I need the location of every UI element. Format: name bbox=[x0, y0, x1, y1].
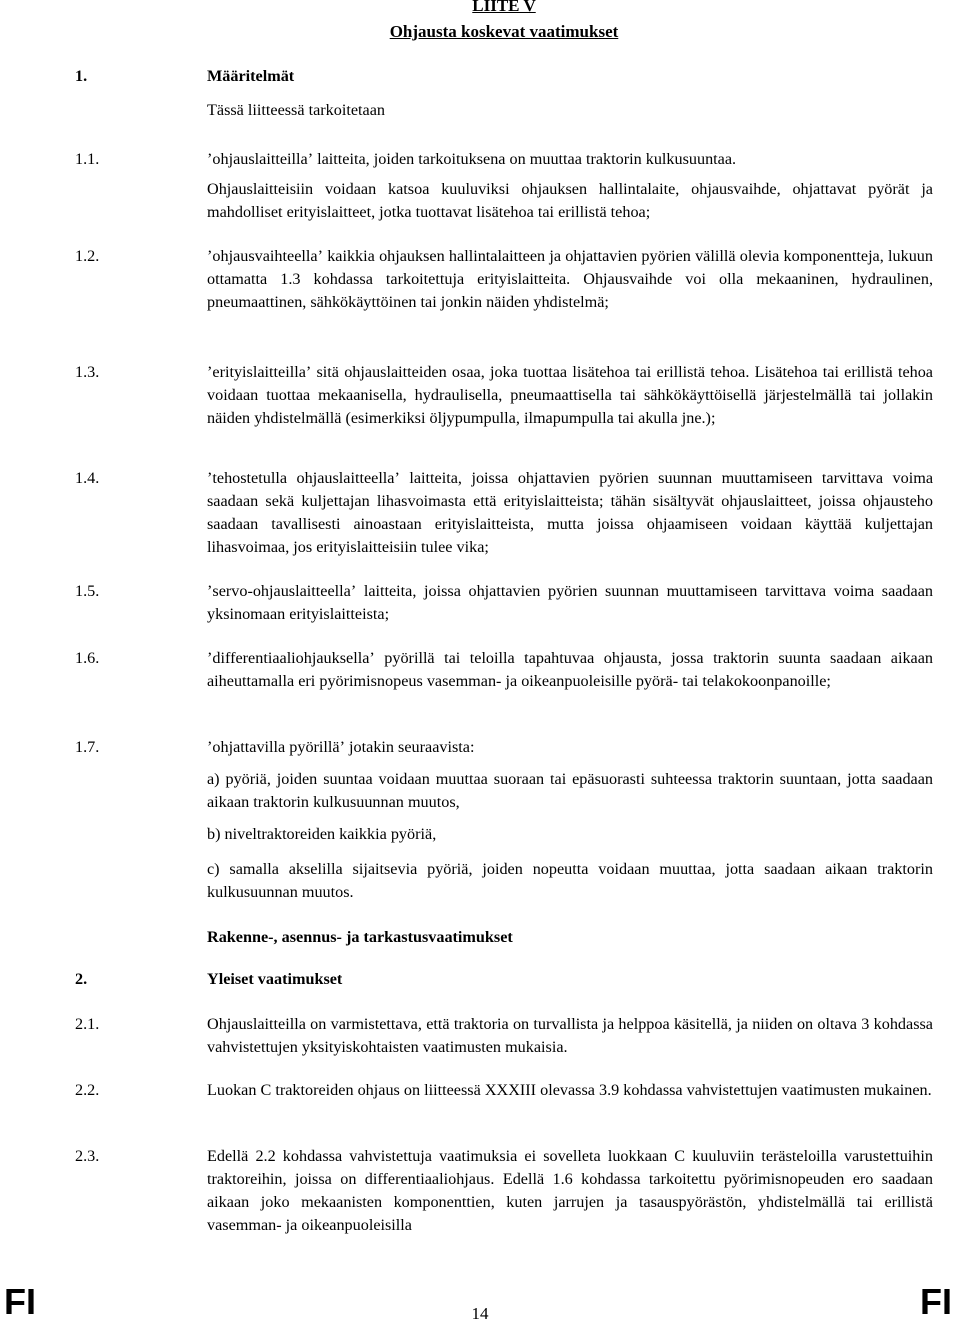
item-number: 1.6. bbox=[75, 649, 100, 667]
item-number: 1.4. bbox=[75, 469, 100, 487]
annex-title: Ohjausta koskevat vaatimukset bbox=[389, 22, 619, 41]
definition-text: ʼohjattavilla pyörilläʼ jotakin seuraavista: bbox=[207, 738, 475, 756]
section-2-heading: Yleiset vaatimukset bbox=[207, 970, 343, 988]
definition-continuation: Ohjauslaitteisiin voidaan katsoa kuuluviksi ohjauksen hallintalaite, ohjausvaihde, ohjattavat pyörät ja mahdolliset erityislaitteet, jotka tuottavat lisätehoa tai erillistä tehoa; bbox=[207, 180, 933, 221]
definition-text: ʼtehostetulla ohjauslaitteellaʼ laitteita, joissa ohjattavien pyörien suunnan muuttamiseen tarvittava voima saadaan sekä kuljettajan lihasvoimasta että erityislaitteista; tähän sisältyvät ohjauslaitteet, joissa ohjausteho saadaan tavallisesti ainoastaan erityislaitteista, mutta joissa ohjaamiseen voidaan käyttää kuljettajan lihasvoimaa, jos erityislaitteisiin tulee vika; bbox=[207, 469, 933, 556]
definition-text: ʼohjauslaitteillaʼ laitteita, joiden tarkoituksena on muuttaa traktorin kulkusuuntaa. bbox=[207, 150, 737, 168]
item-number: 1.1. bbox=[75, 150, 100, 168]
definition-text: ʼohjausvaihteellaʼ kaikkia ohjauksen hallintalaitteen ja ohjattavien pyörien välillä olevia komponentteja, lukuun ottamatta 1.3 kohdassa tarkoitettuja erityislaitteita. Ohjausvaihde voi olla mekaaninen, hydraulinen, pneumaattinen, sähkökäyttöinen tai jonkin näiden yhdistelmä; bbox=[207, 247, 933, 311]
item-number: 1.2. bbox=[75, 247, 100, 265]
requirement-text: Edellä 2.2 kohdassa vahvistettuja vaatimuksia ei sovelleta luokkaan C kuuluviin terästeloilla varustettuihin traktoreihin, joissa on differentiaaliohjaus. Edellä 1.6 kohdassa tarkoitettu pyörimisnopeuden ero saadaan aikaan joko mekaanisten komponenttien, kuten jarrujen ja tasauspyörästön, yhdistelmällä tai erillistä vasemman- ja oikeanpuoleisilla bbox=[207, 1147, 933, 1234]
item-number: 1.3. bbox=[75, 363, 100, 381]
definition-text: ʼerityislaitteillaʼ sitä ohjauslaitteiden osaa, joka tuottaa lisätehoa tai erillistä tehoa. Lisätehoa tai erillistä tehoa voidaan tuottaa mekaanisella, hydraulisella, pneumaattisella tai sähkökäyttöisellä järjestelmällä tai jollakin näiden yhdistelmällä (esimerkiksi öljypumpulla, ilmapumpulla tai akulla jne.); bbox=[207, 363, 933, 427]
section-1-heading: Määritelmät bbox=[207, 67, 295, 85]
section-1-intro: Tässä liitteessä tarkoitetaan bbox=[207, 101, 385, 119]
item-number: 1.5. bbox=[75, 582, 100, 600]
requirement-text: Ohjauslaitteilla on varmistettava, että traktoria on turvallista ja helppoa käsitellä, ja niiden on oltava 3 kohdassa vahvistettujen yksityiskohtaisten vaatimusten mukaisia. bbox=[207, 1015, 933, 1056]
item-number: 2.1. bbox=[75, 1015, 100, 1033]
definition-text: ʼservo-ohjauslaitteellaʼ laitteita, joissa ohjattavien pyörien suunnan muuttamiseen tarvittava voima saadaan yksinomaan erityislaitteista; bbox=[207, 582, 933, 623]
subitem-b: b) niveltraktoreiden kaikkia pyöriä, bbox=[207, 825, 437, 843]
requirement-text: Luokan C traktoreiden ohjaus on liitteessä XXXIII olevassa 3.9 kohdassa vahvistettujen vaatimusten mukainen. bbox=[207, 1081, 932, 1099]
subitem-a: a) pyöriä, joiden suuntaa voidaan muuttaa suoraan tai epäsuorasti suhteessa traktorin suuntaan, jotta saadaan aikaan traktorin kulkusuunnan muutos, bbox=[207, 770, 933, 811]
footer-language-right: FI bbox=[920, 1281, 952, 1322]
section-2-number: 2. bbox=[75, 970, 88, 988]
item-number: 2.3. bbox=[75, 1147, 100, 1165]
item-number: 1.7. bbox=[75, 738, 100, 756]
page-number: 14 bbox=[471, 1304, 489, 1323]
item-number: 2.2. bbox=[75, 1081, 100, 1099]
annex-label: LIITE V bbox=[472, 0, 536, 15]
definition-text: ʼdifferentiaaliohjauksellaʼ pyörillä tai teloilla tapahtuvaa ohjausta, jossa traktorin suunta saadaan aikaan aiheuttamalla eri pyörimisnopeus vasemman- ja oikeanpuoleisille pyörä- tai telakokoonpanoille; bbox=[207, 649, 933, 690]
subitem-c: c) samalla akselilla sijaitsevia pyöriä, joiden nopeutta voidaan muuttaa, jotta saadaan aikaan traktorin kulkusuunnan muutos. bbox=[207, 860, 933, 901]
section-1-number: 1. bbox=[75, 67, 88, 85]
part-heading: Rakenne-, asennus- ja tarkastusvaatimukset bbox=[207, 928, 513, 946]
footer-language-left: FI bbox=[4, 1281, 36, 1322]
